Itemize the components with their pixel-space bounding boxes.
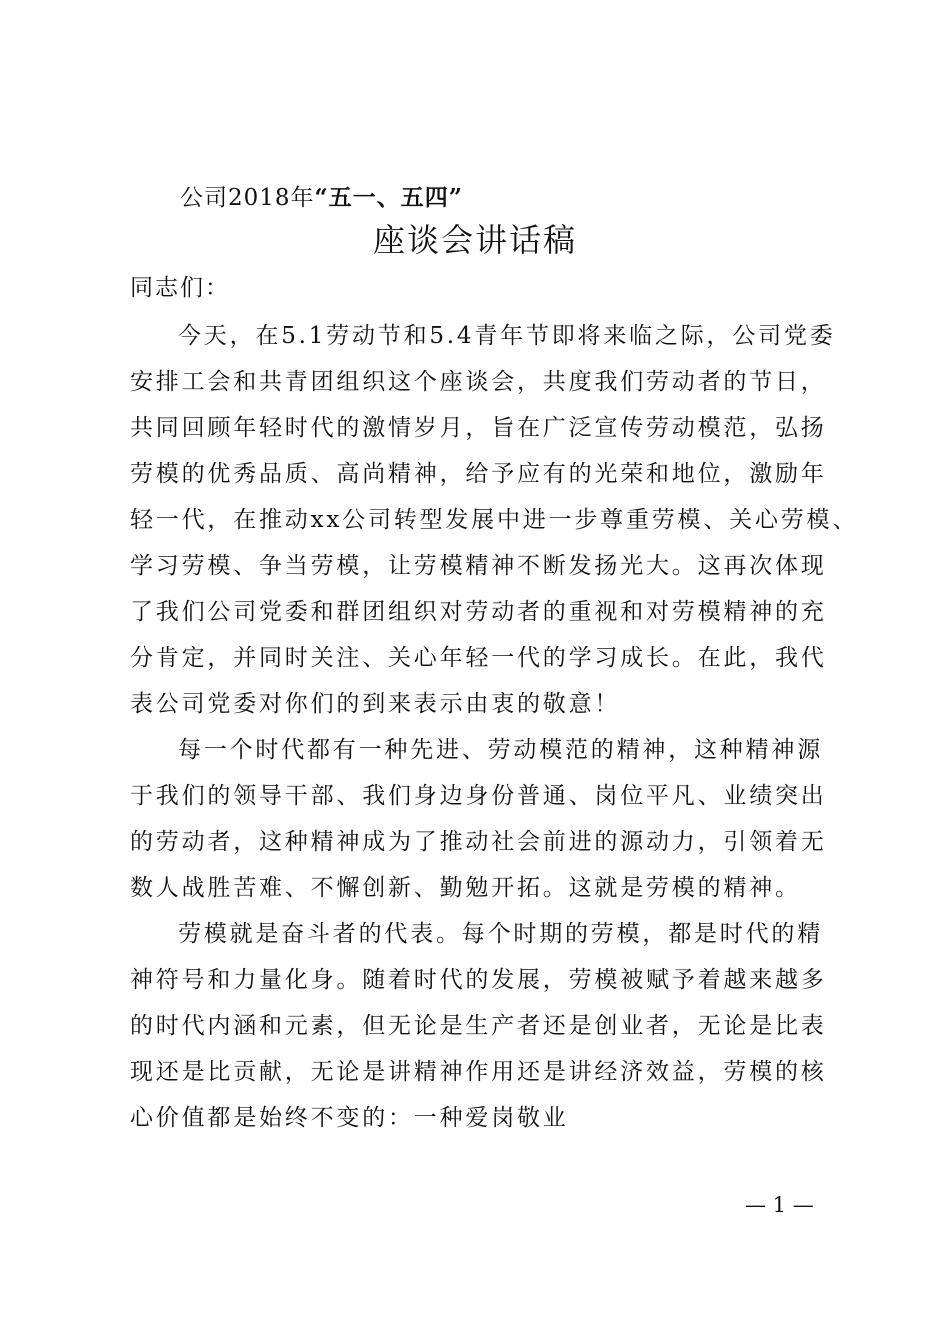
- paragraph-line: 表公司党委对你们的到来表示由衷的敬意！: [130, 691, 621, 717]
- paragraph-line: 分肯定，并同时关注、关心年轻一代的学习成长。在此，我代: [130, 645, 827, 671]
- paragraph-line: 的时代内涵和元素，但无论是生产者还是创业者，无论是比表: [130, 1013, 827, 1039]
- paragraph-line: 学习劳模、争当劳模，让劳模精神不断发扬光大。这再次体现: [130, 553, 827, 579]
- paragraph-line: 轻一代，在推动xx公司转型发展中进一步尊重劳模、关心劳模、: [130, 507, 859, 533]
- body-text: [130, 313, 859, 1141]
- paragraph-line: 的劳动者，这种精神成为了推动社会前进的源动力，引领着无: [130, 829, 827, 855]
- title-line-2: 座谈会讲话稿: [372, 221, 577, 259]
- paragraph-line: 劳模的优秀品质、高尚精神，给予应有的光荣和地位，激励年: [130, 461, 827, 487]
- paragraph-line: 数人战胜苦难、不懈创新、勤勉开拓。这就是劳模的精神。: [130, 875, 801, 901]
- paragraph-line: 共同回顾年轻时代的激情岁月，旨在广泛宣传劳动模范，弘扬: [130, 415, 827, 441]
- salutation: 同志们：: [130, 275, 230, 301]
- paragraph-1: [130, 313, 859, 727]
- paragraph-line: 安排工会和共青团组织这个座谈会，共度我们劳动者的节日，: [130, 369, 827, 395]
- paragraph-line: 了我们公司党委和群团组织对劳动者的重视和对劳模精神的充: [130, 599, 827, 625]
- page-number: — 1 —: [745, 1193, 814, 1217]
- paragraph-line: 现还是比贡献，无论是讲精神作用还是讲经济效益，劳模的核: [130, 1059, 827, 1085]
- title-prefix: 公司2018年: [180, 185, 315, 211]
- title-line-1: [180, 178, 463, 218]
- paragraph-line: 神符号和力量化身。随着时代的发展，劳模被赋予着越来越多: [130, 967, 827, 993]
- paragraph-line: 劳模就是奋斗者的代表。每个时期的劳模，都是时代的精: [178, 921, 823, 947]
- paragraph-3: [130, 911, 830, 1141]
- paragraph-2: [130, 727, 830, 911]
- paragraph-line: 心价值都是始终不变的：一种爱岗敬业: [130, 1105, 569, 1131]
- paragraph-line: 今天，在5.1劳动节和5.4青年节即将来临之际，公司党委: [178, 323, 836, 349]
- paragraph-line: 每一个时代都有一种先进、劳动模范的精神，这种精神源: [178, 737, 823, 763]
- title-holiday-names: “五一、五四”: [314, 184, 464, 211]
- paragraph-line: 于我们的领导干部、我们身边身份普通、岗位平凡、业绩突出: [130, 783, 827, 809]
